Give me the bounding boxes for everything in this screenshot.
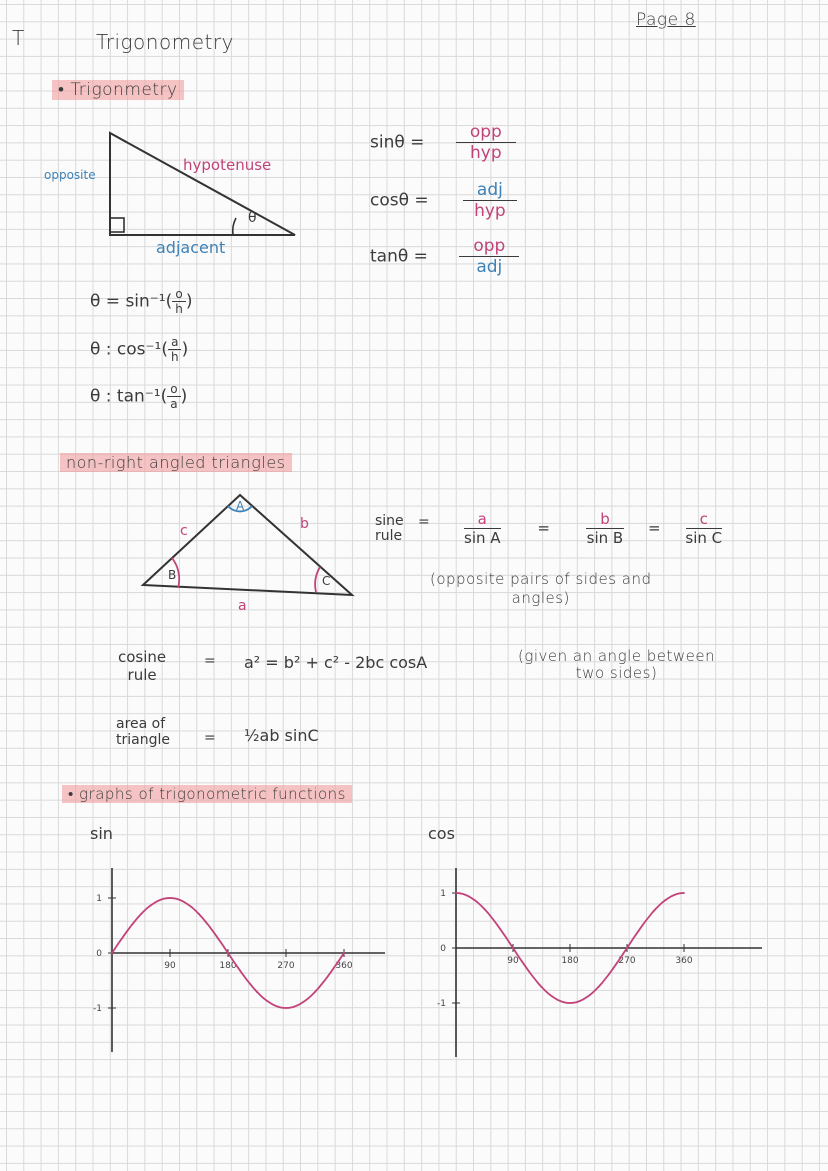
cos-data-point bbox=[541, 986, 543, 988]
ratio-sin-den: hyp bbox=[469, 143, 502, 163]
sin-y-tick-label: -1 bbox=[93, 1004, 102, 1014]
cos-data-point bbox=[655, 908, 657, 910]
vertex-A: A bbox=[236, 499, 245, 513]
sin-x-tick-label: 180 bbox=[219, 961, 237, 971]
cos-data-point bbox=[455, 892, 457, 894]
ratio-tan-num: opp bbox=[459, 236, 519, 257]
sine-rule-num-b: b bbox=[586, 510, 624, 529]
sin-x-tick-label: 90 bbox=[164, 961, 176, 971]
sin-y-tick-label: 1 bbox=[96, 894, 102, 904]
sine-rule-den-b: sin B bbox=[586, 529, 624, 547]
vertex-C: C bbox=[322, 574, 331, 588]
cos-data-point bbox=[512, 947, 514, 949]
page-title: Trigonometry bbox=[96, 30, 234, 54]
cos-x-tick-label: 360 bbox=[675, 956, 693, 966]
cos-x-tick-label: 180 bbox=[561, 956, 579, 966]
sin-graph-title: sin bbox=[90, 824, 113, 843]
inverse-cos: θ : cos⁻¹( $\frac{a}{h}$ ) bbox=[90, 335, 189, 364]
cosine-rule-note-line2: two sides) bbox=[575, 664, 658, 682]
cosine-rule-label-line2: rule bbox=[127, 666, 157, 684]
section-heading-graphs: • graphs of trigonometric functions bbox=[62, 785, 352, 803]
sine-rule-formula: $\frac{a}{\text{sin A}}$ = $\frac{b}{\text{sin B}}$ = $\frac{c}{\text{sin C}}$ bbox=[450, 510, 736, 547]
area-label-line2: triangle bbox=[116, 732, 170, 748]
inverse-cos-num: a bbox=[168, 335, 181, 350]
inverse-sin: θ = sin⁻¹( $\frac{o}{h}$ ) bbox=[90, 287, 193, 316]
cos-data-point bbox=[626, 947, 628, 949]
label-hypotenuse: hypotenuse bbox=[183, 156, 272, 174]
inverse-sin-lhs: θ = sin⁻¹ bbox=[90, 291, 166, 312]
cosine-rule-formula: a² = b² + c² - 2bc cosA bbox=[244, 653, 428, 672]
ratio-cos-num: adj bbox=[463, 180, 517, 201]
sine-rule-note-line2: angles) bbox=[511, 589, 570, 607]
cos-y-tick-label: -1 bbox=[437, 999, 446, 1009]
page-number: Page 8 bbox=[636, 10, 696, 30]
area-label-line1: area of bbox=[116, 716, 166, 732]
cos-data-point bbox=[484, 908, 486, 910]
ratio-cos-label: cosθ = bbox=[370, 190, 429, 211]
inverse-tan-lhs: θ : tan⁻¹ bbox=[90, 386, 161, 407]
margin-letter: T bbox=[12, 26, 25, 50]
inverse-tan: θ : tan⁻¹( $\frac{o}{a}$ ) bbox=[90, 382, 188, 411]
sine-rule-eq1: = bbox=[418, 514, 430, 530]
cos-data-point bbox=[683, 892, 685, 894]
area-formula: ½ab sinC bbox=[244, 726, 319, 745]
ratio-tan-den: adj bbox=[476, 257, 503, 277]
side-a: a bbox=[238, 598, 247, 614]
sin-x-tick-label: 360 bbox=[335, 961, 353, 971]
inverse-tan-den: a bbox=[170, 397, 178, 411]
area-eq: = bbox=[204, 730, 216, 746]
sine-rule-num-a: a bbox=[464, 510, 501, 529]
label-opposite: opposite bbox=[44, 168, 96, 182]
label-theta: θ bbox=[248, 210, 257, 226]
label-adjacent: adjacent bbox=[156, 238, 226, 257]
sine-rule-label-line1: sine bbox=[375, 513, 404, 529]
sine-rule-num-c: c bbox=[686, 510, 722, 529]
section-heading-trigonometry: • Trigonmetry bbox=[52, 80, 184, 100]
sine-rule-den-c: sin C bbox=[685, 529, 723, 547]
cosine-rule-note-line1: (given an angle between bbox=[518, 647, 716, 665]
side-c: c bbox=[180, 523, 188, 539]
inverse-sin-den: h bbox=[175, 302, 183, 316]
cosine-rule-label-line1: cosine bbox=[118, 648, 167, 666]
inverse-tan-num: o bbox=[167, 382, 180, 397]
cos-data-point bbox=[598, 986, 600, 988]
sin-x-tick-label: 270 bbox=[277, 961, 295, 971]
sin-y-tick-label: 0 bbox=[96, 949, 102, 959]
cos-x-tick-label: 90 bbox=[507, 956, 519, 966]
ratio-sin-label: sinθ = bbox=[370, 132, 425, 153]
sine-rule-den-a: sin A bbox=[464, 529, 501, 547]
cosine-rule-eq: = bbox=[204, 653, 216, 669]
cos-data-point bbox=[569, 1002, 571, 1004]
vertex-B: B bbox=[168, 568, 177, 582]
section-heading-non-right: non-right angled triangles bbox=[60, 453, 292, 472]
cos-y-tick-label: 0 bbox=[440, 944, 446, 954]
cos-graph-title: cos bbox=[428, 824, 455, 843]
inverse-cos-den: h bbox=[170, 350, 179, 364]
sine-rule-label-line2: rule bbox=[375, 528, 403, 544]
cos-y-tick-label: 1 bbox=[440, 889, 446, 899]
inverse-cos-lhs: θ : cos⁻¹ bbox=[90, 339, 162, 360]
ratio-tan-label: tanθ = bbox=[370, 246, 428, 267]
ratio-cos-den: hyp bbox=[474, 201, 506, 221]
sine-rule-note-line1: (opposite pairs of sides and bbox=[430, 570, 652, 588]
cos-x-tick-label: 270 bbox=[618, 956, 636, 966]
ratio-sin-num: opp bbox=[456, 122, 516, 143]
side-b: b bbox=[300, 516, 309, 532]
inverse-sin-num: o bbox=[172, 287, 185, 302]
